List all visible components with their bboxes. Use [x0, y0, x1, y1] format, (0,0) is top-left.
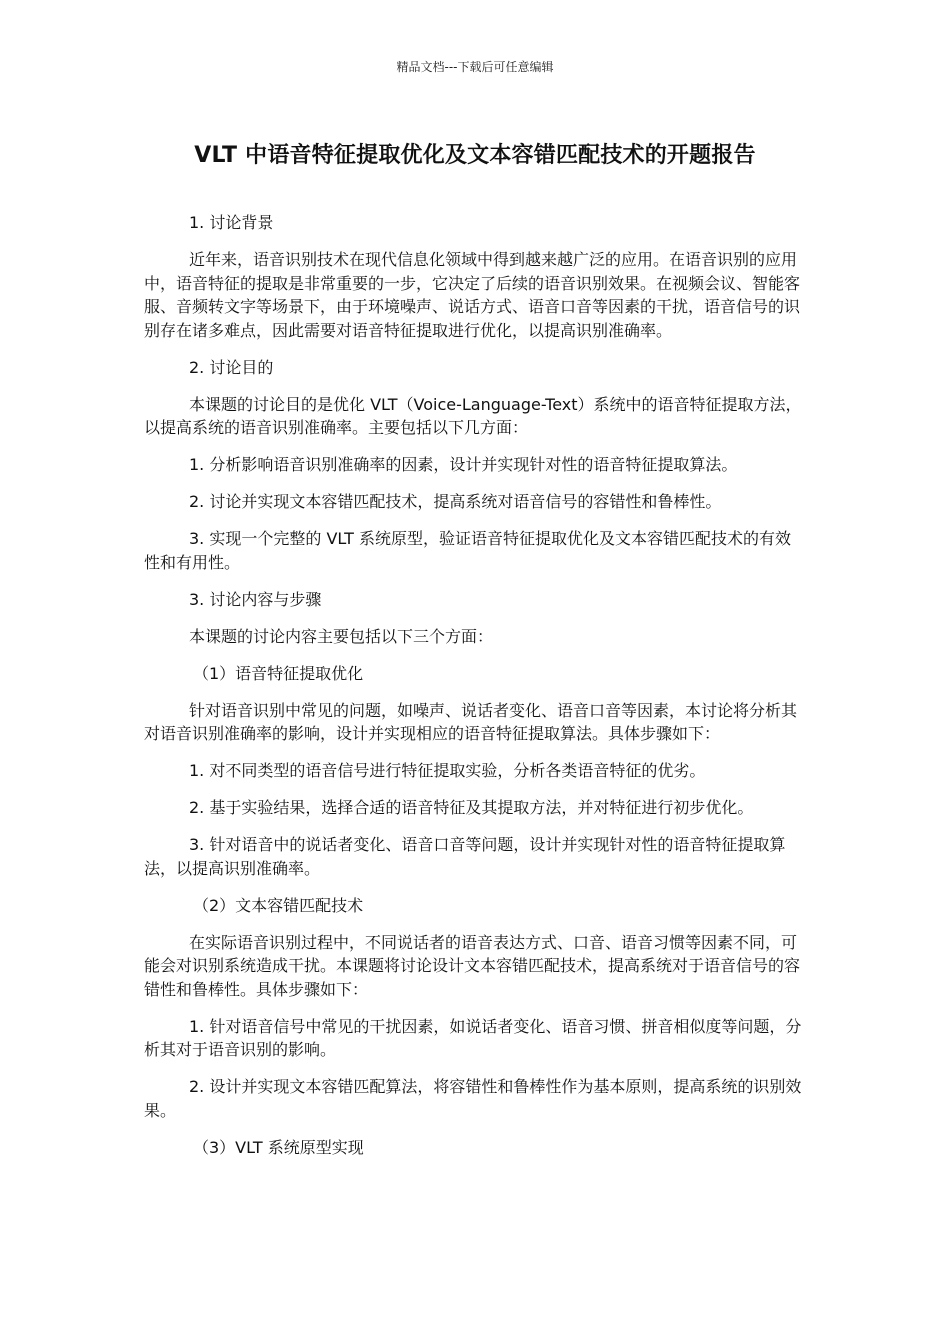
list-item: 2. 设计并实现文本容错匹配算法，将容错性和鲁棒性作为基本原则，提高系统的识别效果。 [144, 1077, 802, 1120]
list-item: 3. 针对语音中的说话者变化、语音口音等问题，设计并实现针对性的语音特征提取算法，以提高识别准确率。 [144, 835, 786, 878]
subsection-heading-prototype: （3）VLT 系统原型实现 [193, 1137, 364, 1157]
list-item: 1. 针对语音信号中常见的干扰因素，如说话者变化、语音习惯、拼音相似度等问题，分析其对于语音识别的影响。 [144, 1016, 802, 1059]
document-title: VLT 中语音特征提取优化及文本容错匹配技术的开题报告 [194, 143, 756, 168]
header-note: 精品文档---下载后可任意编辑 [396, 60, 554, 74]
subsection-heading-feature: （1）语音特征提取优化 [193, 663, 364, 683]
subsection-heading-fault-tolerance: （2）文本容错匹配技术 [193, 895, 364, 915]
paragraph-purpose: 本课题的讨论目的是优化 VLT（Voice-Language-Text）系统中的语音特征提取方法，以提高系统的语音识别准确率。主要包括以下几方面： [144, 394, 802, 437]
list-item: 2. 基于实验结果，选择合适的语音特征及其提取方法，并对特征进行初步优化。 [189, 798, 754, 817]
section-heading-purpose: 2. 讨论目的 [189, 357, 274, 377]
document-body [144, 211, 806, 1173]
list-item: 3. 实现一个完整的 VLT 系统原型，验证语音特征提取优化及文本容错匹配技术的有效性和有用性。 [144, 529, 791, 572]
section-heading-background: 1. 讨论背景 [189, 213, 274, 232]
list-item: 1. 对不同类型的语音信号进行特征提取实验，分析各类语音特征的优劣。 [189, 761, 706, 780]
section-heading-content: 3. 讨论内容与步骤 [189, 589, 322, 609]
paragraph-content-intro: 本课题的讨论内容主要包括以下三个方面： [189, 626, 494, 646]
paragraph-background: 近年来，语音识别技术在现代信息化领域中得到越来越广泛的应用。在语音识别的应用中，语音特征的提取是非常重要的一步，它决定了后续的语音识别效果。在视频会议、智能客服、音频转文字等场景下，由于环境噪声、说话方式、语音口音等因素的干扰，语音信号的识别存在诸多难点，因此需要对语音特征提取进行优化，以提高识别准确率。 [144, 250, 801, 340]
paragraph-feature: 针对语音识别中常见的问题，如噪声、说话者变化、语音口音等因素，本讨论将分析其对语音识别准确率的影响，设计并实现相应的语音特征提取算法。具体步骤如下： [144, 700, 798, 743]
paragraph-fault-tolerance: 在实际语音识别过程中，不同说话者的语音表达方式、口音、语音习惯等因素不同，可能会对识别系统造成干扰。本课题将讨论设计文本容错匹配技术，提高系统对于语音信号的容错性和鲁棒性。具体步骤如下： [144, 932, 801, 999]
list-item: 1. 分析影响语音识别准确率的因素，设计并实现针对性的语音特征提取算法。 [189, 455, 738, 474]
list-item: 2. 讨论并实现文本容错匹配技术，提高系统对语音信号的容错性和鲁棒性。 [189, 492, 722, 511]
